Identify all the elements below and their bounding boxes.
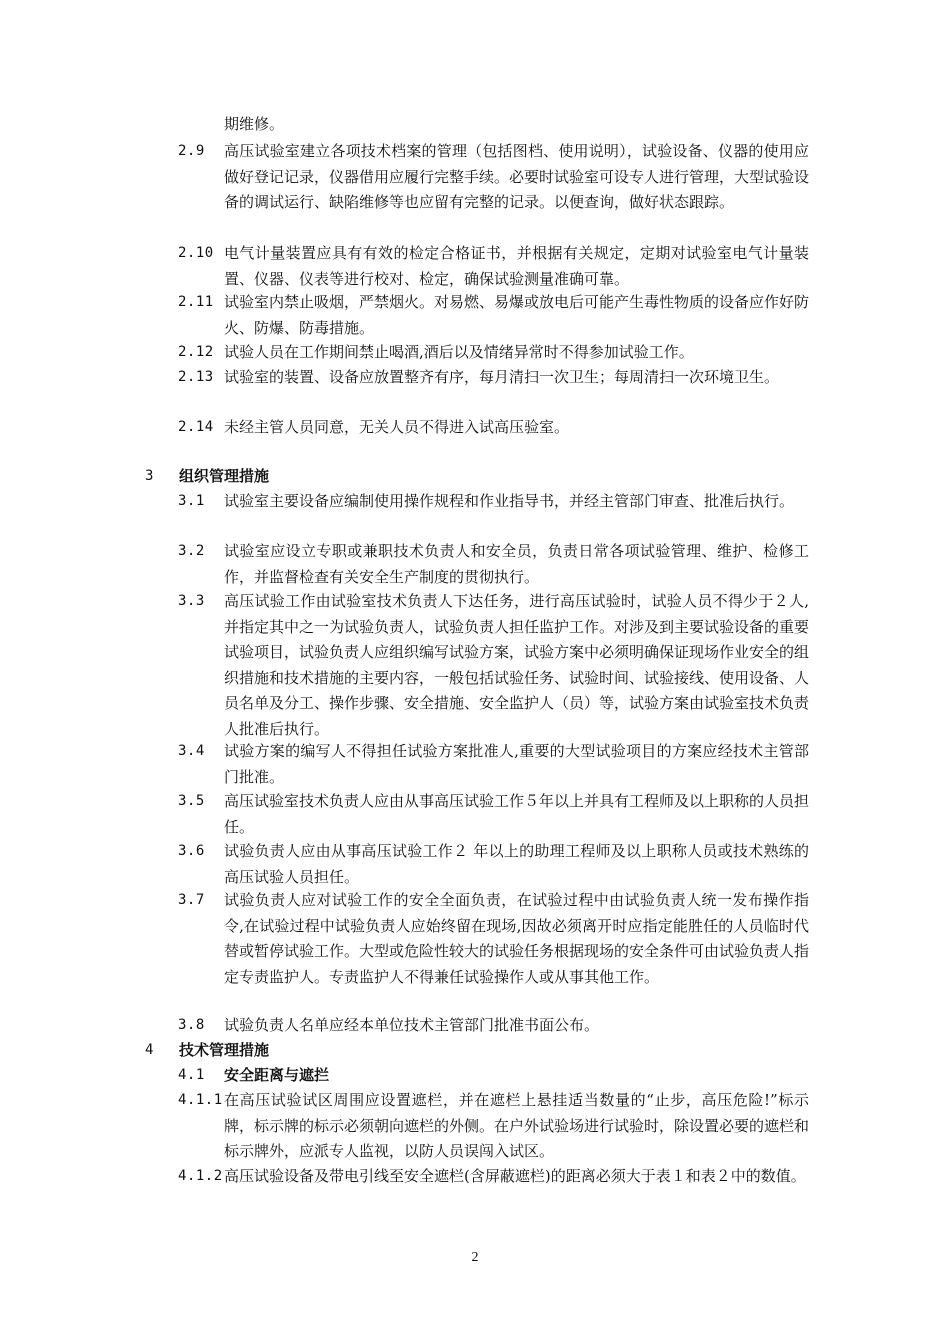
paragraph-continuation: 期维修。 (224, 115, 285, 133)
clause-text: 电气计量装置应具有有效的检定合格证书，并根据有关规定，定期对试验室电气计量装置、仪器、仪表等进行校对、检定，确保试验测量准确可靠。 (224, 244, 809, 288)
clause-text: 高压试验室建立各项技术档案的管理（包括图档、使用说明），试验设备、仪器的使用应做好登记记录，仪器借用应履行完整手续。必要时试验室可设专人进行管理，大型试验设备的调试运行、缺陷维修等也应留有完整的记录。以便查询，做好状态跟踪。 (224, 142, 810, 212)
clause-text: 试验方案的编写人不得担任试验方案批准人,重要的大型试验项目的方案应经技术主管部门批准。 (224, 742, 809, 786)
section-number: 4 (145, 1042, 154, 1058)
clause-text: 试验负责人应对试验工作的安全全面负责，在试验过程中由试验负责人统一发布操作指令,在试验过程中试验负责人应始终留在现场,因故必须离开时应指定能胜任的人员临时代替或暂停试验工作。大型或危险性较大的试验任务根据现场的安全条件可由试验负责人指定专责监护人。专责监护人不得兼任试验操作人或从事其他工作。 (224, 891, 810, 986)
clause-3-8 (178, 1013, 809, 1039)
section-title: 技术管理措施 (179, 1041, 270, 1059)
clause-4-1-2 (178, 1164, 809, 1190)
clause-number: 4.1.2 (178, 1168, 223, 1184)
clause-text: 试验负责人应由从事高压试验工作２ 年以上的助理工程师及以上职称人员或技术熟练的高压试验人员担任。 (224, 842, 809, 886)
clause-text: 高压试验设备及带电引线至安全遮栏(含屏蔽遮栏)的距离必须大于表１和表２中的数值。 (224, 1167, 806, 1185)
section-title: 组织管理措施 (179, 467, 270, 485)
subsection-title: 安全距离与遮拦 (224, 1066, 330, 1084)
subsection-4-1-heading (178, 1063, 809, 1089)
clause-number: 2.12 (178, 344, 214, 360)
clause-3-2 (178, 539, 809, 590)
clause-4-1-1 (178, 1088, 809, 1165)
clause-text: 试验室的装置、设备应放置整齐有序，每月清扫一次卫生；每周清扫一次环境卫生。 (224, 368, 780, 386)
clause-text: 高压试验室技术负责人应由从事高压试验工作５年以上并具有工程师及以上职称的人员担任。 (224, 792, 810, 836)
clause-number: 2.10 (178, 245, 214, 261)
clause-3-1 (178, 489, 809, 515)
clause-text: 试验人员在工作期间禁止喝酒,酒后以及情绪异常时不得参加试验工作。 (224, 343, 694, 361)
clause-number: 3.1 (178, 493, 205, 509)
clause-text: 试验室主要设备应编制使用操作规程和作业指导书，并经主管部门审查、批准后执行。 (224, 492, 795, 510)
clause-2-14 (178, 415, 809, 441)
clause-3-6 (178, 839, 809, 890)
clause-number: 2.13 (178, 369, 214, 385)
subsection-number: 4.1 (178, 1067, 205, 1083)
clause-text: 试验负责人名单应经本单位技术主管部门批准书面公布。 (224, 1016, 600, 1034)
clause-2-11 (178, 290, 809, 341)
clause-3-7 (178, 888, 809, 990)
clause-3-4 (178, 739, 809, 790)
clause-text: 试验室应设立专职或兼职技术负责人和安全员，负责日常各项试验管理、维护、检修工作，并监督检查有关安全生产制度的贯彻执行。 (224, 542, 809, 586)
clause-number: 2.11 (178, 294, 214, 310)
clause-number: 4.1.1 (178, 1092, 223, 1108)
clause-2-9 (178, 139, 809, 216)
page-number: 2 (471, 1250, 479, 1265)
clause-number: 3.3 (178, 593, 205, 609)
clause-text: 试验室内禁止吸烟，严禁烟火。对易燃、易爆或放电后可能产生毒性物质的设备应作好防火、防爆、防毒措施。 (224, 293, 810, 337)
clause-number: 3.4 (178, 743, 205, 759)
section-number: 3 (145, 468, 154, 484)
clause-text: 在高压试验试区周围应设置遮栏，并在遮栏上悬挂适当数量的“止步，高压危险!”标示牌，标示牌的标示必须朝向遮栏的外侧。在户外试验场进行试验时，除设置必要的遮栏和标示牌外，应派专人监视，以防人员误闯入试区。 (224, 1091, 810, 1161)
clause-number: 3.5 (178, 793, 205, 809)
clause-2-13 (178, 365, 809, 391)
clause-number: 3.2 (178, 543, 205, 559)
clause-2-12 (178, 340, 809, 366)
clause-3-5 (178, 789, 809, 840)
section-4-heading (145, 1038, 809, 1064)
section-3-heading (145, 464, 809, 490)
clause-number: 3.6 (178, 843, 205, 859)
clause-number: 2.9 (178, 143, 205, 159)
clause-2-10 (178, 241, 809, 292)
clause-text: 未经主管人员同意，无关人员不得进入试高压验室。 (224, 418, 570, 436)
clause-number: 3.7 (178, 892, 205, 908)
clause-3-3 (178, 589, 809, 743)
clause-number: 3.8 (178, 1017, 205, 1033)
clause-number: 2.14 (178, 419, 214, 435)
clause-text: 高压试验工作由试验室技术负责人下达任务，进行高压试验时，试验人员不得少于２人,并指定其中之一为试验负责人，试验负责人担任监护工作。对涉及到主要试验设备的重要试验项目，试验负责人应组织编写试验方案，试验方案中必须明确保证现场作业安全的组织措施和技术措施的主要内容，一般包括试验任务、试验时间、试验接线、使用设备、人员名单及分工、操作步骤、安全措施、安全监护人（员）等，试验方案由试验室技术负责人批准后执行。 (224, 592, 810, 738)
